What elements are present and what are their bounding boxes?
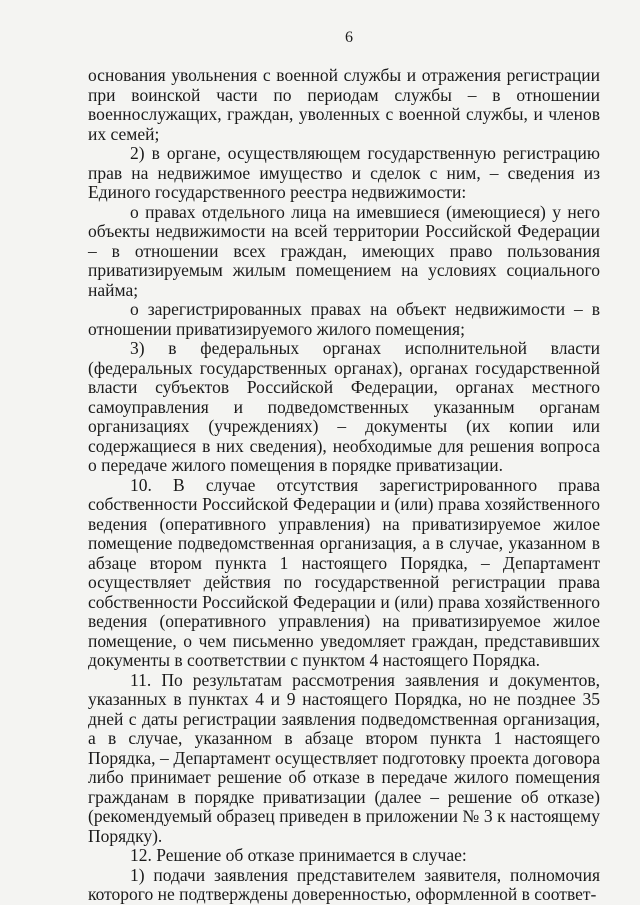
- paragraph-item-3: 3) в федеральных органах исполнительной власти (федеральных государственных органах), органах государственной власти субъектов Российской Федерации, органах местного самоуправления и подведомственных указанным органам организациях (учреждениях) – документы (их копии или содержащиеся в них сведения), необходимые для решения вопроса о передаче жилого помещения в порядке приватизации.: [88, 338, 600, 475]
- paragraph-item-2: 2) в органе, осуществляющем государственную регистрацию прав на недвижимое имущество и сделок с ним, – сведения из Единого государственного реестра недвижимости:: [88, 143, 600, 202]
- paragraph-registered-rights: о зарегистрированных правах на объект недвижимости – в отношении приватизируемого жилого помещения;: [88, 299, 600, 339]
- paragraph-continuation: основания увольнения с военной службы и отражения регистрации при воинской части по периодам службы – в отношении военнослужащих, граждан, уволенных с военной службы, и членов их семей;: [88, 65, 600, 144]
- paragraph-section-12: 12. Решение об отказе принимается в случае:: [130, 845, 467, 865]
- page-number: 6: [345, 29, 353, 46]
- paragraph-section-12-item-1: 1) подачи заявления представителем заявителя, полномочия которого не подтверждены доверенностью, оформленной в соответ-: [88, 864, 600, 904]
- paragraph-section-10: 10. В случае отсутствия зарегистрированного права собственности Российской Федерации и (или) права хозяйственного ведения (оперативного управления) на приватизируемое жилое помещение подведомственная организация, а в случае, указанном в абзаце втором пункта 1 настоящего Порядка, – Департамент осуществляет действия по государственной регистрации права собственности Российской Федерации и (или) права хозяйственного ведения (оперативного управления) на приватизируемое жилое помещение, о чем письменно уведомляет граждан, представивших документы в соответствии с пунктом 4 настоящего Порядка.: [88, 474, 600, 670]
- paragraph-section-11: 11. По результатам рассмотрения заявления и документов, указанных в пунктах 4 и 9 настоящего Порядка, но не позднее 35 дней с даты регистрации заявления подведомственная организация, а в случае, указанном в абзаце втором пункта 1 настоящего Порядка, – Департамент осуществляет подготовку проекта договора либо принимает решение об отказе в передаче жилого помещения гражданам в порядке приватизации (далее – решение об отказе) (рекомендуемый образец приведен в приложении № 3 к настоящему Порядку).: [88, 669, 600, 846]
- paragraph-rights-info: о правах отдельного лица на имевшиеся (имеющиеся) у него объекты недвижимости на всей территории Российской Федерации – в отношении всех граждан, имеющих право пользования приватизируемым жилым помещением на условиях социального найма;: [88, 201, 600, 300]
